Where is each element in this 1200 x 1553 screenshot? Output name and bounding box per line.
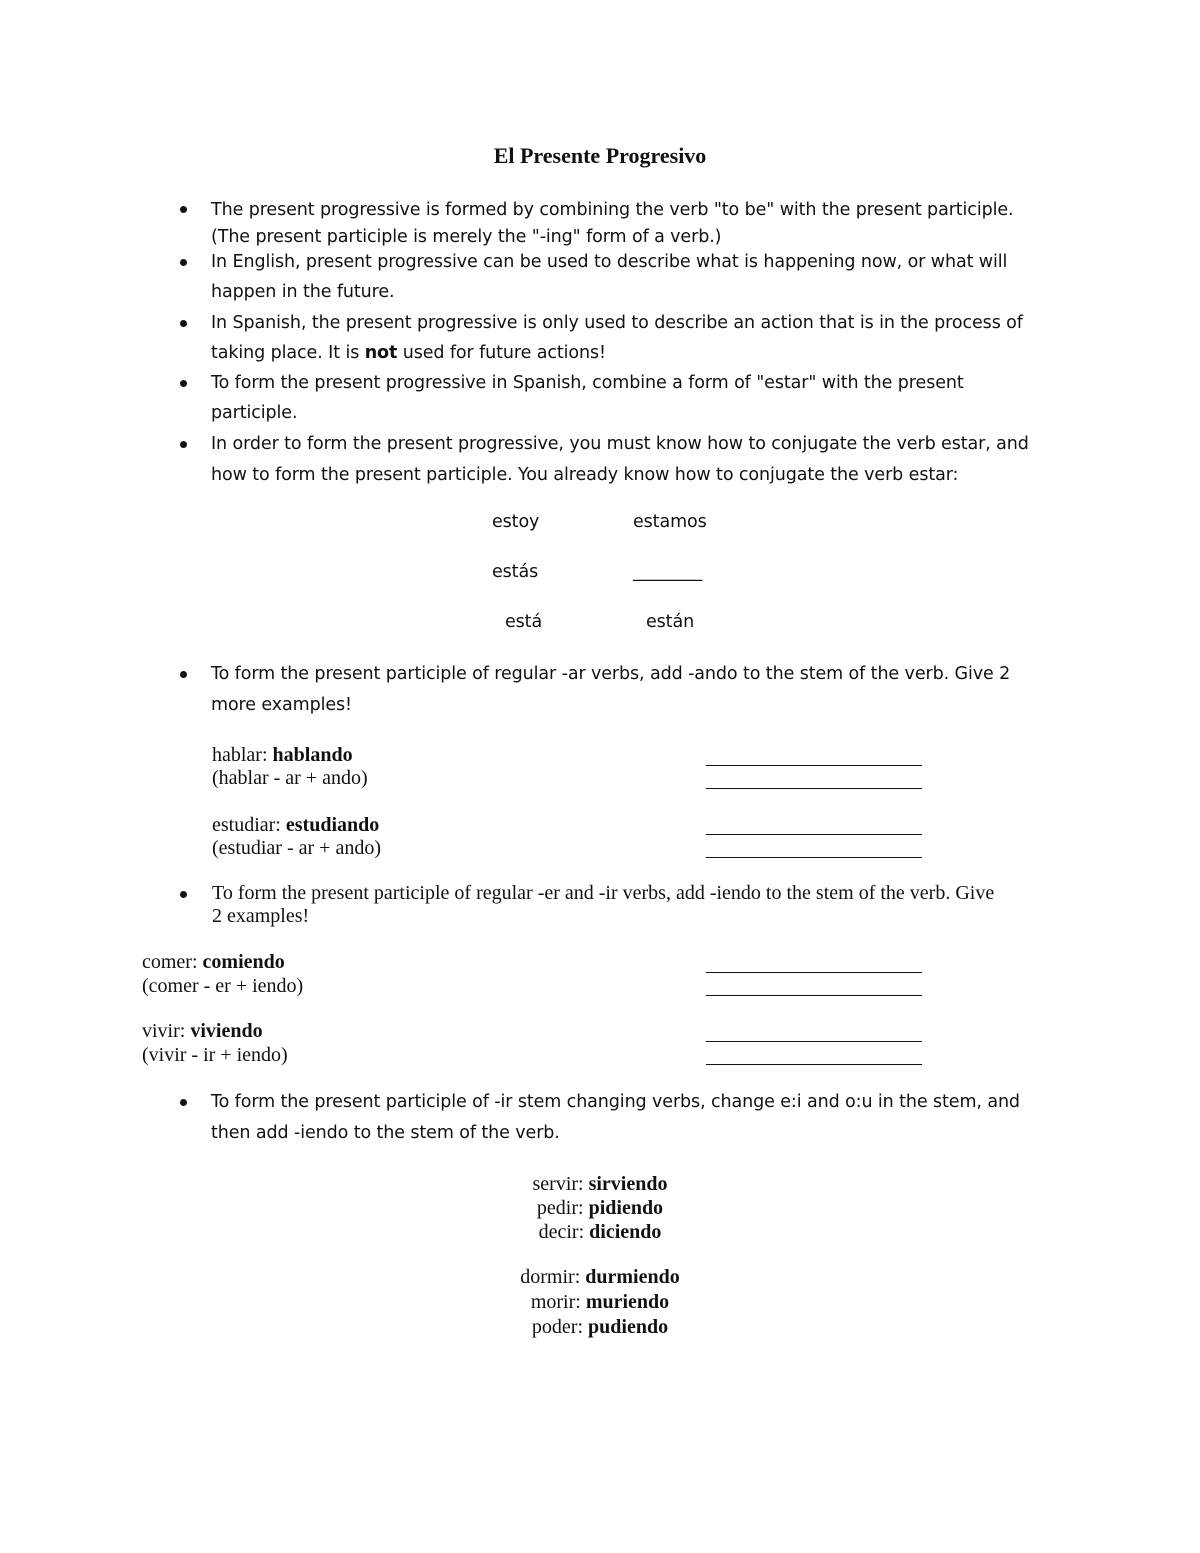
bullet-point — [180, 1099, 187, 1106]
bullet-5-line-1: In order to form the present progressive, you must know how to conjugate the verb estar, and — [211, 434, 1029, 454]
stem-participle: durmiendo — [585, 1266, 680, 1288]
ir-example-2-formula: (vivir - ir + iendo) — [142, 1044, 288, 1066]
answer-blank[interactable] — [706, 1064, 922, 1065]
stem-group-e-i — [0, 1172, 1200, 1244]
stem-example — [0, 1196, 1200, 1220]
bullet-4-line-2: participle. — [211, 403, 298, 423]
bullet-2-line-2: happen in the future. — [211, 282, 395, 302]
er-example-1-verb: comer: — [142, 951, 203, 973]
stem-participle: pidiendo — [588, 1197, 664, 1219]
stem-verb: servir: — [532, 1173, 589, 1195]
stem-instructions — [211, 1087, 1020, 1148]
stem-verb: pedir: — [536, 1197, 589, 1219]
stem-group-o-u — [0, 1265, 1200, 1340]
stem-participle: sirviendo — [588, 1173, 668, 1195]
bullet-3-line-2-post: used for future actions! — [397, 343, 606, 363]
answer-blank[interactable] — [706, 995, 922, 996]
conj-blank: ________ — [633, 562, 703, 582]
stem-participle: muriendo — [585, 1291, 670, 1313]
ar-instructions — [211, 659, 1010, 720]
ar-example-2-participle: estudiando — [285, 814, 380, 836]
bullet-5-line-2: how to form the present participle. You already know how to conjugate the verb estar: — [211, 465, 959, 485]
stem-verb: decir: — [538, 1221, 590, 1243]
answer-blank[interactable] — [706, 857, 922, 858]
stem-verb: poder: — [531, 1316, 589, 1338]
ar-line-2: more examples! — [211, 695, 352, 715]
er-ir-line-2: 2 examples! — [212, 905, 310, 927]
conj-estas: estás — [492, 562, 539, 582]
ar-example-1-verb: hablar: — [212, 744, 273, 766]
stem-verb: dormir: — [520, 1266, 586, 1288]
bullet-1-line-1: The present progressive is formed by combining the verb "to be" with the present participle. — [211, 200, 1014, 220]
stem-line-1: To form the present participle of -ir stem changing verbs, change e:i and o:u in the stem, and — [211, 1092, 1020, 1112]
answer-blank[interactable] — [706, 972, 922, 973]
bullet-text-4 — [211, 368, 964, 428]
er-example-1-participle: comiendo — [202, 951, 285, 973]
conj-esta: está — [505, 612, 543, 632]
answer-blank[interactable] — [706, 788, 922, 789]
bullet-point — [180, 891, 187, 898]
stem-verb: morir: — [530, 1291, 586, 1313]
bullet-point — [180, 380, 187, 387]
bullet-text-1 — [211, 195, 1014, 252]
document-title: El Presente Progresivo — [493, 143, 707, 168]
conj-estamos: estamos — [633, 512, 707, 532]
bullet-point — [180, 206, 187, 213]
er-example-1-formula: (comer - er + iendo) — [142, 975, 304, 997]
conj-estan: están — [646, 612, 695, 632]
stem-line-2: then add -iendo to the stem of the verb. — [211, 1123, 560, 1143]
bullet-3-line-1: In Spanish, the present progressive is only used to describe an action that is in the process of — [211, 313, 1023, 333]
bullet-3-emphasis: not — [364, 343, 398, 363]
bullet-3-line-2 — [211, 338, 1023, 368]
answer-blank[interactable] — [706, 1041, 922, 1042]
ar-example-1-formula: (hablar - ar + ando) — [212, 767, 368, 789]
er-ir-instructions — [212, 882, 994, 928]
bullet-text-2 — [211, 247, 1007, 307]
stem-example — [0, 1315, 1200, 1340]
ar-line-1: To form the present participle of regular -ar verbs, add -ando to the stem of the verb. Give 2 — [211, 664, 1011, 684]
bullet-point — [180, 320, 187, 327]
stem-example — [0, 1220, 1200, 1244]
er-example-1 — [142, 951, 285, 974]
bullet-point — [180, 259, 187, 266]
ar-example-1-participle: hablando — [272, 744, 353, 766]
stem-participle: diciendo — [589, 1221, 662, 1243]
ar-example-2-verb: estudiar: — [212, 814, 286, 836]
answer-blank[interactable] — [706, 834, 922, 835]
ar-example-2-formula: (estudiar - ar + ando) — [212, 837, 381, 859]
stem-example — [0, 1290, 1200, 1315]
bullet-4-line-1: To form the present progressive in Spanish, combine a form of "estar" with the present — [211, 373, 964, 393]
bullet-point — [180, 441, 187, 448]
ir-example-2 — [142, 1020, 263, 1043]
ar-example-1 — [212, 744, 353, 767]
bullet-point — [180, 671, 187, 678]
bullet-3-line-2-pre: taking place. It is — [211, 343, 365, 363]
ir-example-2-verb: vivir: — [142, 1020, 191, 1042]
stem-participle: pudiendo — [588, 1316, 669, 1338]
stem-example — [0, 1172, 1200, 1196]
bullet-1-line-2: (The present participle is merely the "-ing" form of a verb.) — [211, 227, 722, 247]
ar-example-2 — [212, 814, 379, 837]
answer-blank[interactable] — [706, 765, 922, 766]
conj-estoy: estoy — [492, 512, 540, 532]
ir-example-2-participle: viviendo — [190, 1020, 263, 1042]
bullet-text-5 — [211, 429, 1029, 490]
er-ir-line-1: To form the present participle of regular -er and -ir verbs, add -iendo to the stem of the verb. Give — [212, 882, 995, 904]
bullet-text-3 — [211, 308, 1023, 368]
bullet-2-line-1: In English, present progressive can be used to describe what is happening now, or what will — [211, 252, 1008, 272]
stem-example — [0, 1265, 1200, 1290]
